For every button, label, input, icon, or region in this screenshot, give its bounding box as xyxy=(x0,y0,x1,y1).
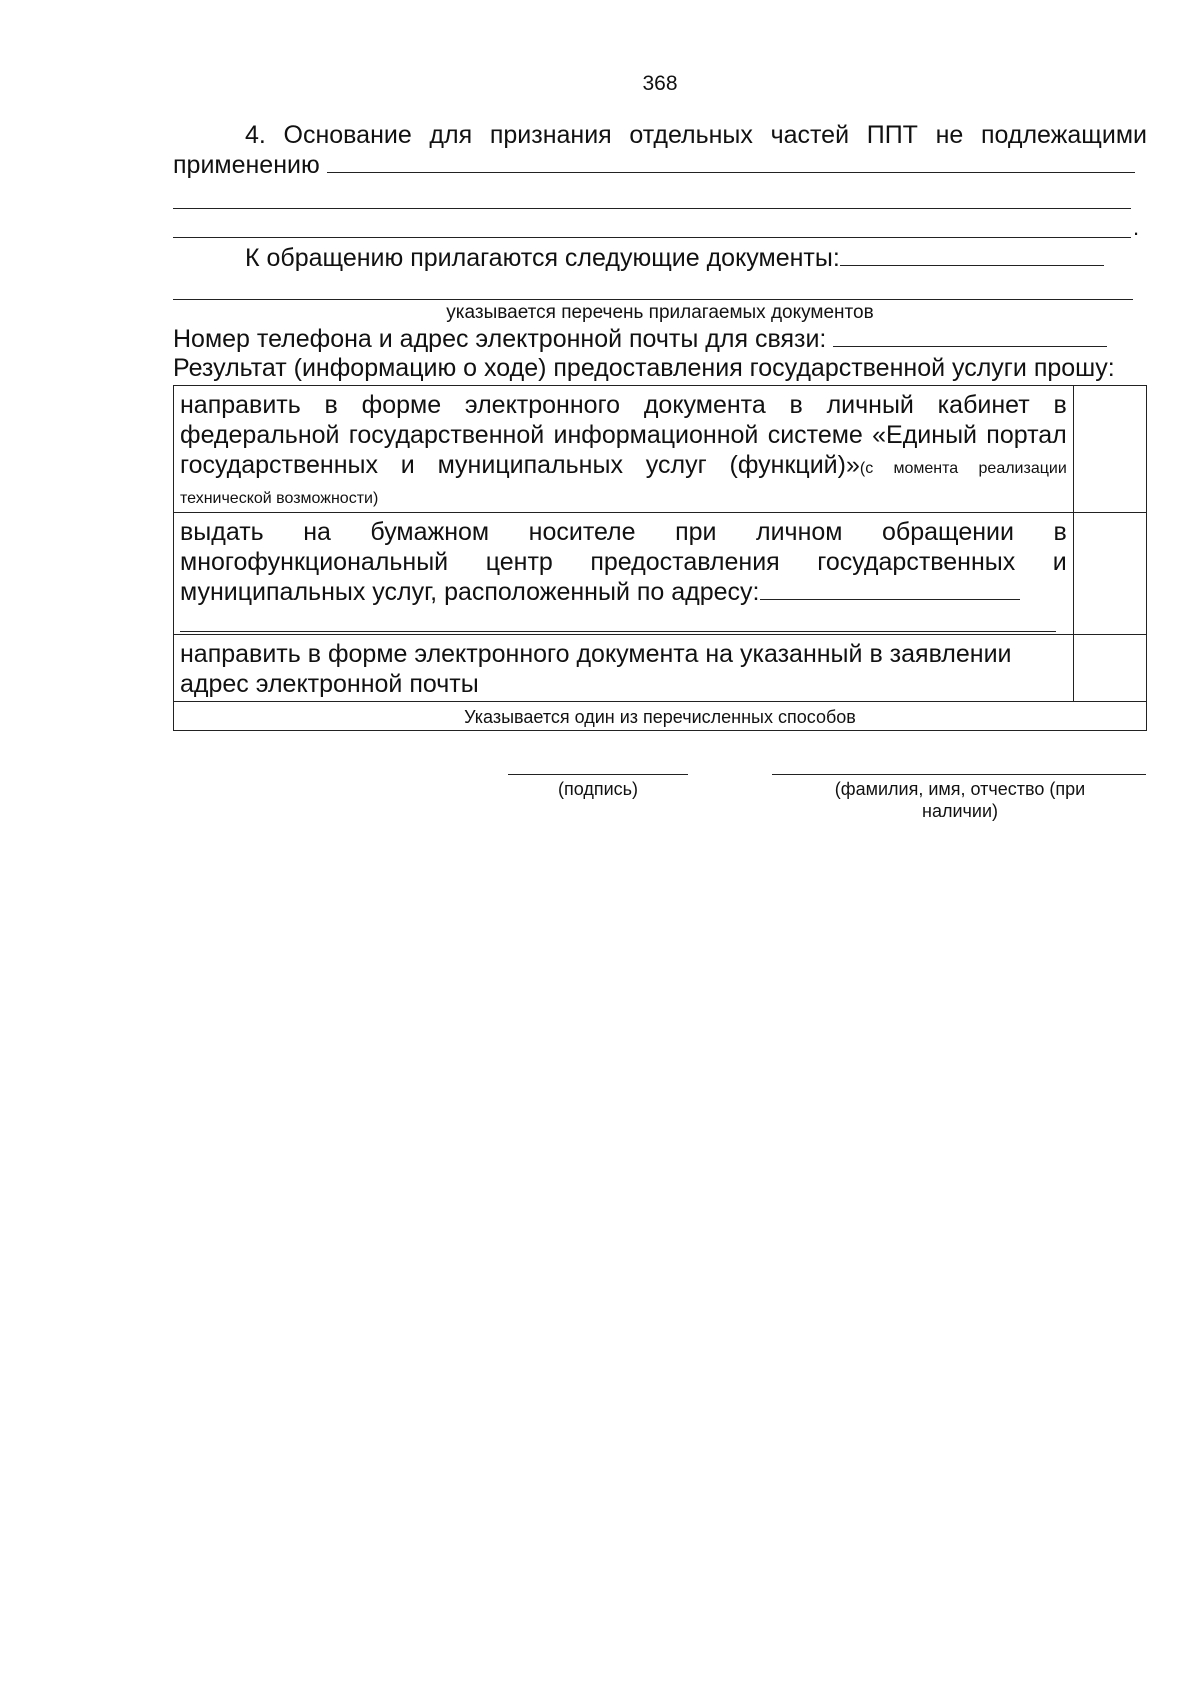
reason-input-line-2[interactable] xyxy=(173,180,1131,209)
mfc-address-input-line-2[interactable] xyxy=(180,607,1056,632)
section-4 xyxy=(173,120,1147,180)
full-name-input-line[interactable] xyxy=(772,774,1146,775)
form-body xyxy=(173,120,1147,731)
contact-line xyxy=(173,324,1147,354)
signature-input-line[interactable] xyxy=(508,774,688,775)
end-mark: . xyxy=(1133,215,1140,240)
result-label: Результат (информацию о ходе) предоставления государственной услуги прошу: xyxy=(173,354,1115,382)
options-footer: Указывается один из перечисленных способов xyxy=(174,702,1147,731)
mfc-address-input-line-1[interactable] xyxy=(760,579,1020,600)
attachments-caption: указывается перечень прилагаемых документов xyxy=(446,302,874,323)
reason-input-line-3[interactable] xyxy=(173,209,1131,238)
option-3-checkbox[interactable] xyxy=(1073,635,1146,702)
option-3-text: направить в форме электронного документа на указанный в заявлении адрес электронной почты xyxy=(180,640,1012,698)
contact-input-line[interactable] xyxy=(833,326,1107,347)
full-name-label: (фамилия, имя, отчество (при наличии) xyxy=(834,779,1086,821)
signature-label: (подпись) xyxy=(557,779,639,799)
option-row xyxy=(174,386,1147,513)
option-1-text: направить в форме электронного документа в личный кабинет в федеральной государственной информационной системе «Единый портал государственных и муниципальных услуг (функций)» xyxy=(180,391,1067,479)
option-row xyxy=(174,513,1147,635)
option-2-checkbox[interactable] xyxy=(1073,513,1146,635)
option-2-text: выдать на бумажном носителе при личном обращении в многофункциональный центр предоставления государственных и муниципальных услуг, расположенный по адресу: xyxy=(180,518,1067,606)
option-text-cell xyxy=(174,513,1074,635)
page-number: 368 xyxy=(642,72,678,95)
delivery-options-table xyxy=(173,385,1147,731)
option-row xyxy=(174,635,1147,702)
option-1-checkbox[interactable] xyxy=(1073,386,1146,513)
option-text-cell xyxy=(174,386,1074,513)
section-4-text: 4. Основание для признания отдельных частей ППТ не подлежащими xyxy=(245,121,1147,149)
option-1-note: (с момента реализации технической возможности) xyxy=(180,460,1067,507)
options-footer-row xyxy=(174,702,1147,731)
attachments-line xyxy=(173,243,1147,273)
attachments-input-line-2[interactable] xyxy=(173,273,1133,300)
section-4-continuation: применению xyxy=(173,151,320,179)
attachments-label: К обращению прилагаются следующие документы: xyxy=(245,244,840,272)
contact-label: Номер телефона и адрес электронной почты для связи: xyxy=(173,325,827,353)
reason-input-line-1[interactable] xyxy=(327,152,1135,173)
option-text-cell xyxy=(174,635,1074,702)
attachments-input-line-1[interactable] xyxy=(840,245,1104,266)
